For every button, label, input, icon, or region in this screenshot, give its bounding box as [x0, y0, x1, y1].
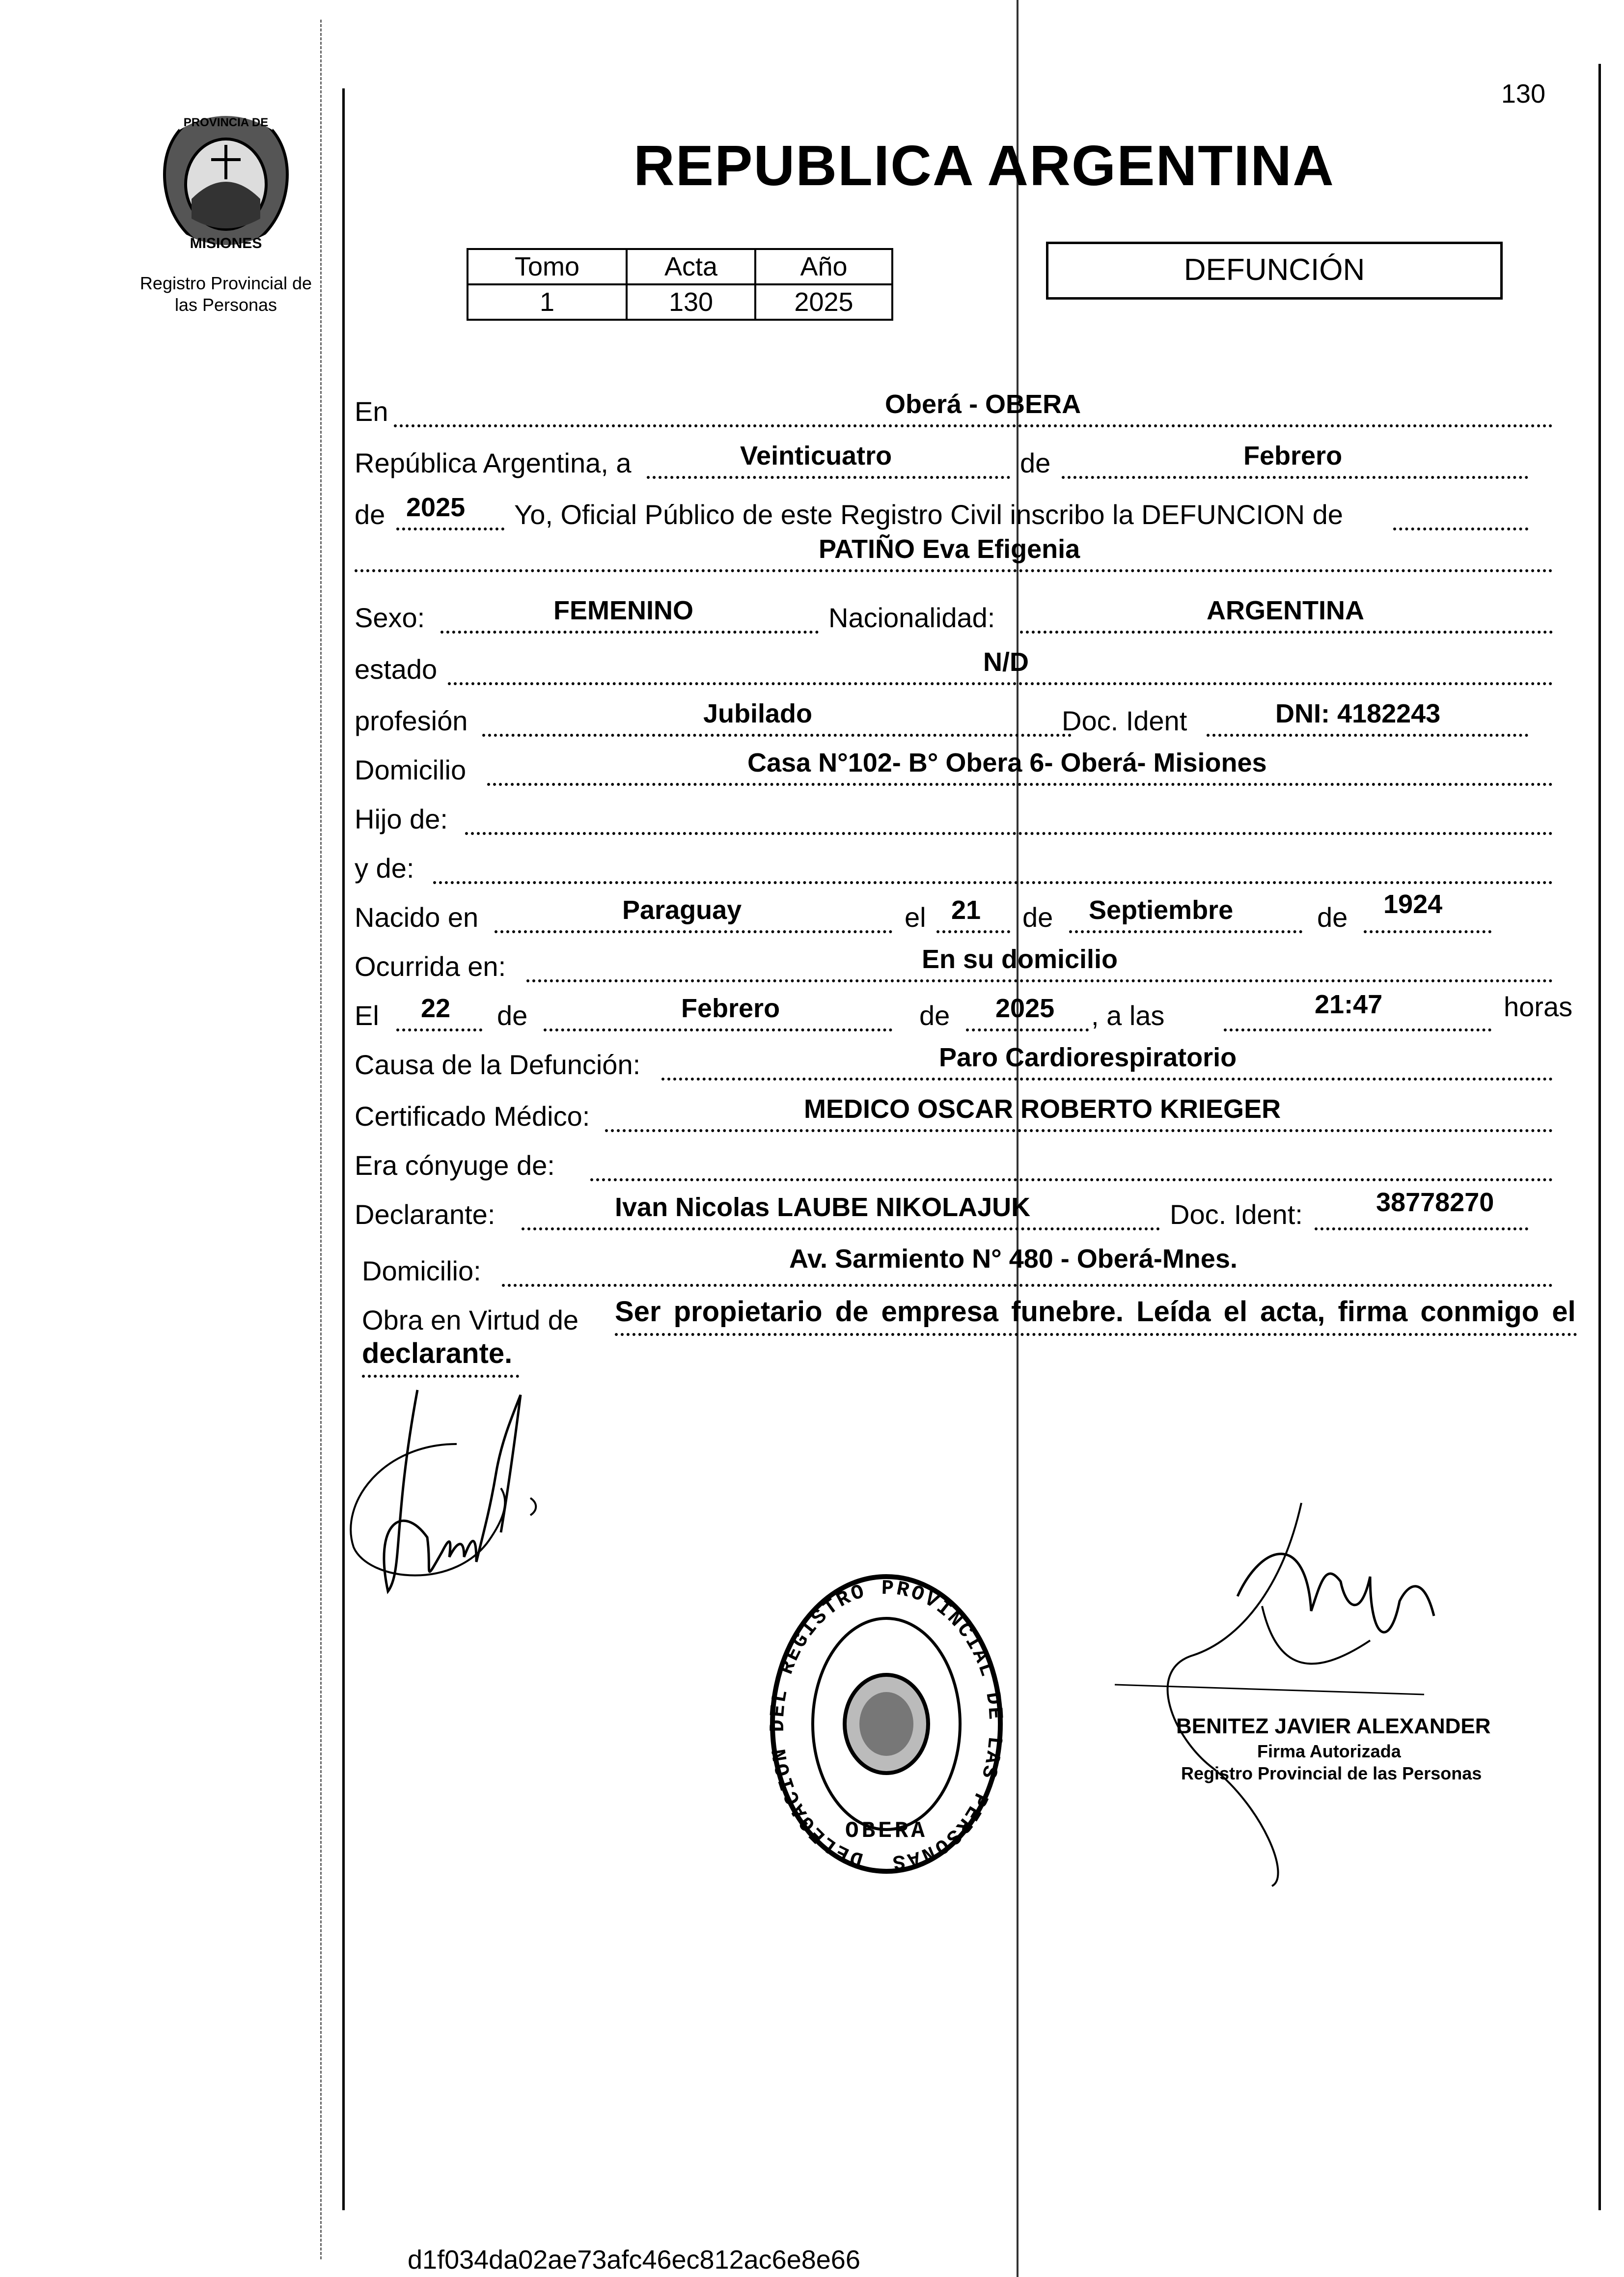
label-ocurrida-en: Ocurrida en:	[355, 951, 506, 982]
row-profesion	[355, 697, 1528, 737]
value-nac-anio: 1924	[1383, 889, 1443, 919]
value-domicilio: Casa N°102- B° Obera 6- Oberá- Misiones	[747, 748, 1267, 778]
field-profesion	[482, 699, 1072, 737]
row-estado	[355, 646, 1553, 685]
official-seal	[764, 1567, 1009, 1881]
field-declarante	[522, 1193, 1160, 1230]
value-def-mes: Febrero	[681, 994, 780, 1023]
row-obra-2	[355, 1338, 522, 1378]
left-border-line	[342, 88, 345, 2210]
label-el: el	[905, 902, 926, 933]
official-line2: Firma Autorizada	[1257, 1741, 1401, 1761]
row-conyuge	[355, 1142, 1553, 1181]
acta-header: Acta	[627, 249, 755, 284]
page-title: REPUBLICA ARGENTINA	[633, 134, 1335, 197]
field-declarante-domicilio	[502, 1244, 1553, 1287]
row-fecha	[355, 440, 1528, 479]
label-de: de	[1022, 902, 1053, 933]
label-certificado: Certificado Médico:	[355, 1101, 590, 1132]
label-horas: horas	[1504, 991, 1573, 1022]
value-causa: Paro Cardiorespiratorio	[939, 1043, 1237, 1072]
label-de: de	[1020, 447, 1051, 478]
anio-value: 2025	[755, 284, 892, 320]
label-y-de: y de:	[355, 853, 414, 884]
value-certificado: MEDICO OSCAR ROBERTO KRIEGER	[804, 1094, 1281, 1124]
label-doc-ident: Doc. Ident	[1062, 705, 1187, 736]
value-obra-line2: declarante.	[362, 1337, 513, 1369]
field-conyuge	[590, 1144, 1553, 1181]
acta-table	[467, 248, 893, 321]
official-name: BENITEZ JAVIER ALEXANDER	[1176, 1714, 1491, 1738]
row-nombre	[355, 533, 1553, 572]
field-lugar	[394, 390, 1553, 427]
field-sexo	[440, 596, 819, 634]
right-border-line	[1598, 64, 1601, 2210]
row-sexo	[355, 594, 1553, 634]
label-obra: Obra en Virtud de	[362, 1305, 579, 1335]
field-nacido-en	[495, 896, 892, 933]
punch-margin-line	[320, 20, 322, 2259]
label-de: de	[919, 1000, 950, 1031]
field-certificado	[605, 1095, 1553, 1132]
seal-city: OBERA	[845, 1818, 928, 1844]
row-fecha-defuncion	[355, 990, 1573, 1031]
label-nacionalidad: Nacionalidad:	[828, 602, 995, 633]
label-profesion: profesión	[355, 705, 468, 736]
field-hijo-de	[465, 798, 1553, 835]
label-republica: República Argentina, a	[355, 447, 632, 478]
row-ocurrida	[355, 943, 1553, 982]
field-causa	[661, 1043, 1553, 1081]
row-nacido	[355, 889, 1528, 933]
value-doc-ident: DNI: 4182243	[1275, 699, 1441, 728]
tomo-value: 1	[468, 284, 627, 320]
value-nac-mes: Septiembre	[1089, 895, 1234, 925]
declarante-signature	[344, 1375, 599, 1621]
label-causa: Causa de la Defunción:	[355, 1049, 641, 1080]
tomo-header: Tomo	[468, 249, 627, 284]
label-el-cap: El	[355, 1000, 379, 1031]
field-nacionalidad	[1020, 596, 1553, 634]
value-nacido-en: Paraguay	[622, 895, 742, 925]
row-lugar	[355, 388, 1553, 427]
value-def-dia: 22	[421, 994, 451, 1023]
official-signature	[1115, 1493, 1508, 1896]
value-declarante-domicilio: Av. Sarmiento N° 480 - Oberá-Mnes.	[789, 1244, 1238, 1274]
label-nacido-en: Nacido en	[355, 902, 479, 933]
row-domicilio	[355, 747, 1553, 786]
value-dia: Veinticuatro	[740, 441, 892, 471]
value-lugar: Oberá - OBERA	[885, 389, 1081, 419]
logo-text-top: PROVINCIA DE	[183, 116, 269, 129]
value-ocurrida-en: En su domicilio	[922, 944, 1118, 974]
field-dia	[647, 442, 1010, 479]
fold-line	[1017, 0, 1018, 2277]
label-hijo-de: Hijo de:	[355, 804, 448, 834]
field-ocurrida-en	[526, 945, 1553, 982]
field-nac-mes	[1069, 896, 1302, 933]
label-sexo: Sexo:	[355, 602, 425, 633]
seal-text: DELEGACION DEL REGISTRO PROVINCIAL DE LAS PERSONAS	[766, 1576, 1007, 1874]
field-estado	[448, 648, 1553, 685]
value-mes: Febrero	[1243, 441, 1343, 471]
provincia-misiones-logo	[157, 106, 295, 258]
value-profesion: Jubilado	[703, 699, 813, 728]
label-estado: estado	[355, 654, 438, 685]
label-de: de	[355, 499, 385, 530]
field-doc-ident	[1207, 699, 1528, 737]
row-certificado	[355, 1093, 1553, 1132]
label-a-las: , a las	[1091, 1000, 1165, 1031]
label-domicilio2: Domicilio:	[362, 1255, 481, 1286]
field-declarante-doc	[1315, 1188, 1528, 1230]
label-domicilio: Domicilio	[355, 754, 467, 785]
field-nac-dia	[936, 896, 1010, 933]
value-def-anio: 2025	[995, 994, 1055, 1023]
field-def-mes	[544, 994, 892, 1031]
value-nac-dia: 21	[951, 895, 981, 925]
value-declarante-doc: 38778270	[1376, 1188, 1494, 1217]
label-de: de	[497, 1000, 528, 1031]
logo-text-bottom: MISIONES	[190, 235, 262, 251]
row-anio	[355, 491, 1528, 530]
label-declarante: Declarante:	[355, 1199, 495, 1230]
field-nac-anio	[1364, 889, 1491, 933]
tipo-acta-box: DEFUNCIÓN	[1046, 242, 1503, 300]
row-domicilio2	[355, 1244, 1553, 1287]
field-domicilio	[487, 749, 1553, 786]
label-de: de	[1317, 902, 1348, 933]
field-y-de	[433, 847, 1553, 884]
value-nacionalidad: ARGENTINA	[1207, 596, 1364, 625]
value-sexo: FEMENINO	[553, 596, 694, 625]
label-en: En	[355, 396, 388, 427]
value-obra-line1: Ser propietario de empresa funebre. Leída el acta, firma conmigo el	[615, 1296, 1576, 1328]
page-number: 130	[1501, 79, 1545, 109]
row-obra	[355, 1297, 1577, 1336]
field-def-anio	[966, 994, 1089, 1031]
anio-header: Año	[755, 249, 892, 284]
field-obra-2	[362, 1337, 519, 1378]
document-hash: d1f034da02ae73afc46ec812ac6e8e66	[408, 2245, 860, 2275]
field-filler	[1393, 493, 1528, 530]
field-nombre	[355, 535, 1553, 572]
field-anio	[396, 493, 504, 530]
field-def-hora	[1224, 990, 1491, 1031]
row-causa	[355, 1041, 1553, 1081]
value-estado: N/D	[983, 647, 1029, 677]
field-mes	[1062, 442, 1528, 479]
value-declarante: Ivan Nicolas LAUBE NIKOLAJUK	[615, 1193, 1031, 1222]
value-def-hora: 21:47	[1315, 990, 1383, 1019]
value-anio: 2025	[406, 493, 466, 522]
row-y-de	[355, 845, 1553, 884]
official-line3: Registro Provincial de las Personas	[1181, 1763, 1482, 1783]
row-declarante	[355, 1188, 1538, 1230]
registro-caption: Registro Provincial de las Personas	[139, 273, 312, 315]
value-nombre: PATIÑO Eva Efigenia	[819, 534, 1080, 564]
field-obra	[615, 1296, 1577, 1336]
label-conyuge: Era cónyuge de:	[355, 1150, 555, 1181]
field-def-dia	[396, 994, 482, 1031]
acta-value: 130	[627, 284, 755, 320]
row-hijo-de	[355, 796, 1553, 835]
label-yo: Yo, Oficial Público de este Registro Civil inscribo la DEFUNCION de	[514, 499, 1343, 530]
label-doc-ident2: Doc. Ident:	[1170, 1199, 1303, 1230]
